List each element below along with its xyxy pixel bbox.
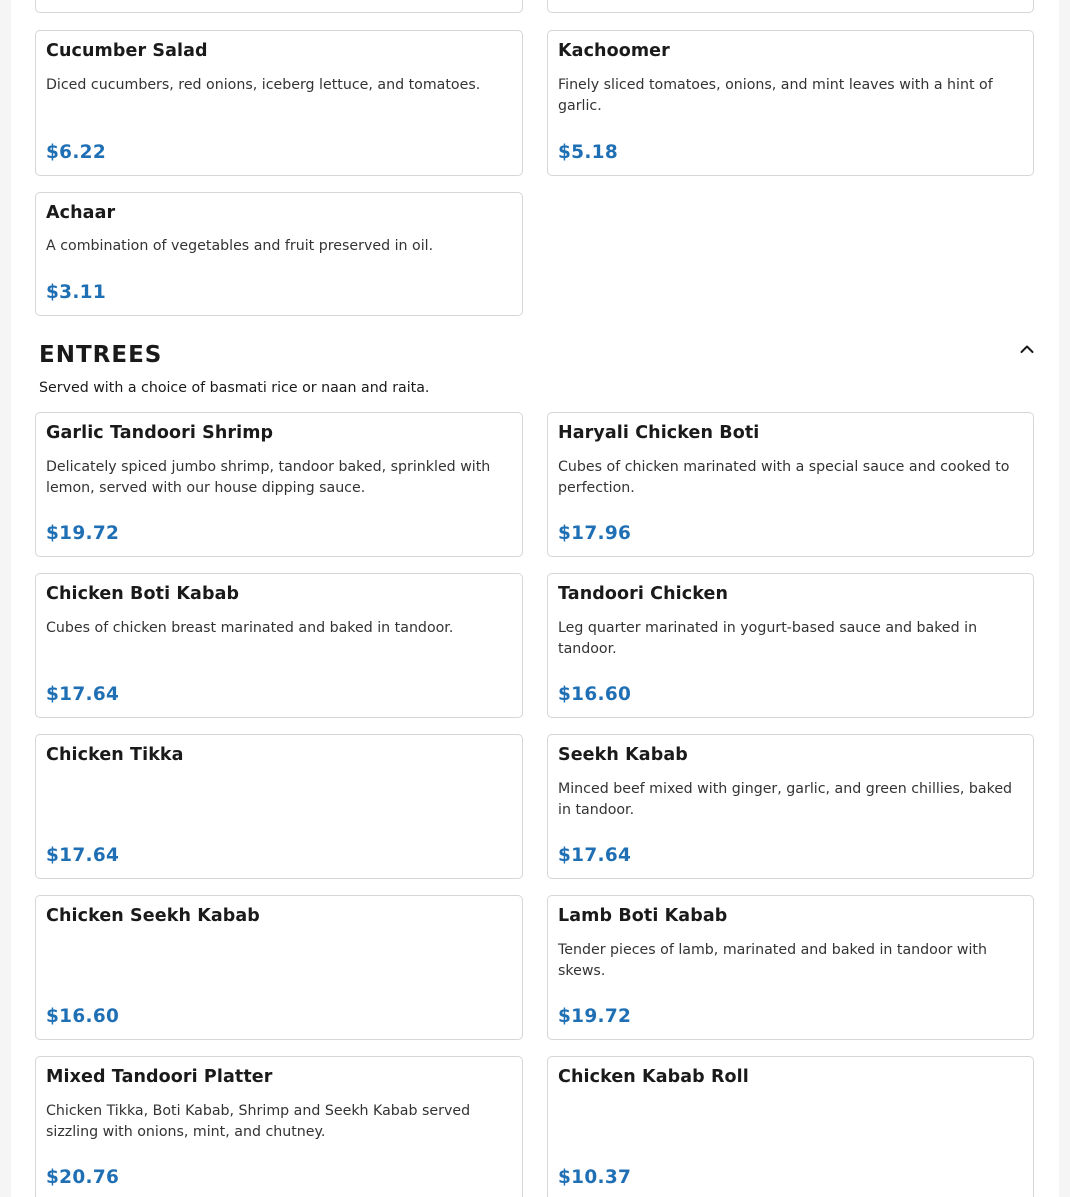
menu-item-card[interactable] (547, 573, 1034, 718)
section-header-entrees (39, 341, 1035, 375)
chevron-up-icon[interactable] (1019, 341, 1035, 357)
menu-item-name: Chicken Tikka (46, 745, 184, 765)
menu-item-card-partial[interactable] (547, 0, 1034, 13)
menu-item-card[interactable] (35, 734, 523, 879)
menu-item-name: Tandoori Chicken (558, 584, 729, 604)
menu-item-price: $16.60 (46, 1006, 120, 1027)
menu-item-description: Chicken Tikka, Boti Kabab, Shrimp and Seekh Kabab served sizzling with onions, mint, and chutney. (46, 1103, 471, 1140)
section-subtitle: Served with a choice of basmati rice or naan and raita. (39, 380, 430, 396)
menu-item-name: Achaar (46, 203, 116, 223)
menu-item-price: $10.37 (558, 1167, 632, 1188)
menu-item-name: Garlic Tandoori Shrimp (46, 423, 274, 443)
menu-item-name: Cucumber Salad (46, 41, 208, 61)
section-title: ENTREES (39, 342, 163, 368)
menu-item-card[interactable] (547, 1056, 1034, 1197)
menu-item-description: A combination of vegetables and fruit preserved in oil. (46, 238, 434, 254)
menu-item-description: Cubes of chicken marinated with a special sauce and cooked to perfection. (558, 459, 1010, 496)
menu-item-price: $6.22 (46, 142, 107, 163)
menu-item-description: Cubes of chicken breast marinated and baked in tandoor. (46, 620, 454, 636)
menu-item-card[interactable] (35, 573, 523, 718)
menu-item-description: Finely sliced tomatoes, onions, and mint leaves with a hint of garlic. (558, 77, 993, 114)
menu-item-description: Leg quarter marinated in yogurt-based sauce and baked in tandoor. (558, 620, 978, 657)
menu-item-name: Seekh Kabab (558, 745, 688, 765)
menu-item-card[interactable] (547, 412, 1034, 557)
entrees-grid (35, 412, 1034, 1197)
menu-item-price: $5.18 (558, 142, 619, 163)
salads-grid (35, 30, 1034, 316)
menu-item-name: Kachoomer (558, 41, 670, 61)
menu-item-price: $17.64 (46, 684, 120, 705)
menu-item-name: Lamb Boti Kabab (558, 906, 728, 926)
menu-item-description: Tender pieces of lamb, marinated and baked in tandoor with skews. (558, 942, 987, 979)
menu-item-price: $3.11 (46, 282, 107, 303)
menu-page (11, 0, 1059, 1197)
menu-item-price: $20.76 (46, 1167, 120, 1188)
menu-item-price: $17.64 (46, 845, 120, 866)
menu-item-description: Diced cucumbers, red onions, iceberg lettuce, and tomatoes. (46, 77, 481, 93)
menu-item-card[interactable] (35, 412, 523, 557)
menu-item-card[interactable] (547, 895, 1034, 1040)
menu-item-name: Chicken Boti Kabab (46, 584, 240, 604)
menu-item-card[interactable] (547, 30, 1034, 176)
menu-item-name: Chicken Seekh Kabab (46, 906, 260, 926)
menu-item-card[interactable] (35, 1056, 523, 1197)
menu-item-name: Haryali Chicken Boti (558, 423, 760, 443)
menu-item-price: $17.96 (558, 523, 632, 544)
menu-item-price: $19.72 (46, 523, 120, 544)
menu-item-card[interactable] (547, 734, 1034, 879)
menu-item-price: $17.64 (558, 845, 632, 866)
menu-item-card[interactable] (35, 30, 523, 176)
menu-item-description: Delicately spiced jumbo shrimp, tandoor baked, sprinkled with lemon, served with our house dipping sauce. (46, 459, 491, 496)
menu-item-name: Chicken Kabab Roll (558, 1067, 749, 1087)
menu-item-description: Minced beef mixed with ginger, garlic, and green chillies, baked in tandoor. (558, 781, 1013, 818)
menu-item-price: $16.60 (558, 684, 632, 705)
menu-item-card[interactable] (35, 895, 523, 1040)
menu-item-price: $19.72 (558, 1006, 632, 1027)
menu-item-card[interactable] (35, 192, 523, 316)
menu-item-name: Mixed Tandoori Platter (46, 1067, 273, 1087)
menu-item-card-partial[interactable] (35, 0, 523, 13)
